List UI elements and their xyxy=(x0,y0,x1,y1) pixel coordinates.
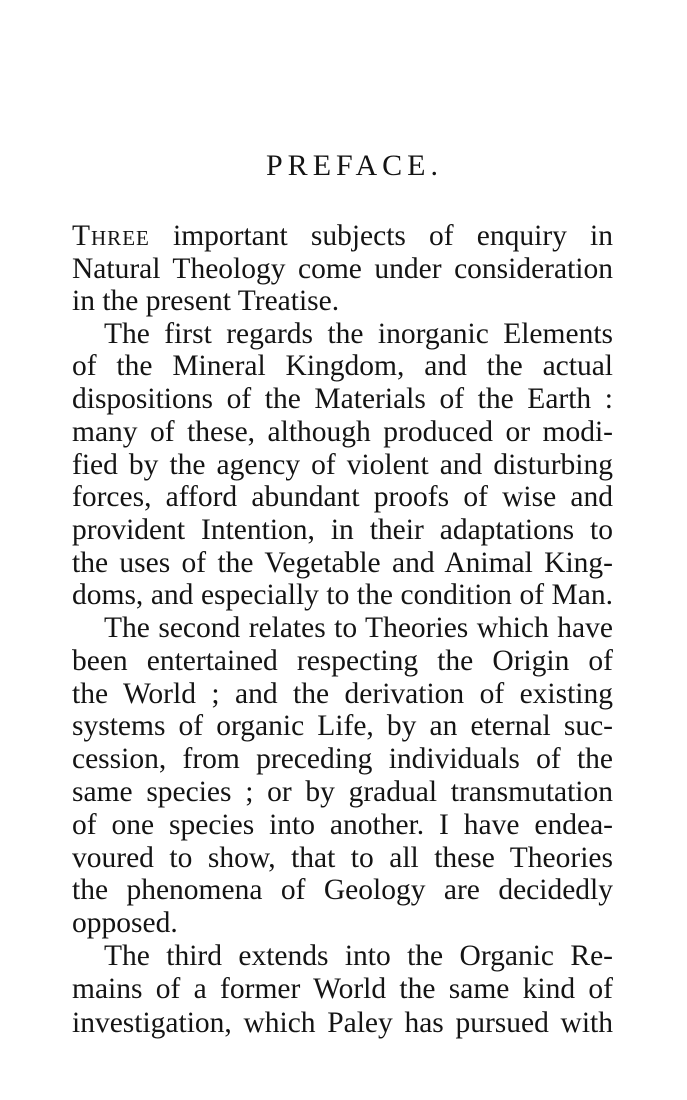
text-line: doms, and especially to the condition of Man. xyxy=(72,579,613,611)
text-line: forces, afford abundant proofs of wise and xyxy=(72,481,613,513)
text-line: Natural Theology come under consideration xyxy=(72,253,613,285)
paragraph-first-line: The second relates to Theories which have xyxy=(104,612,613,644)
text-line: opposed. xyxy=(72,907,178,939)
text-line: investigation, which Paley has pursued with xyxy=(72,1007,613,1039)
lead-word: Three xyxy=(72,220,150,252)
text-line: mains of a former World the same kind of xyxy=(72,973,613,1005)
text-line: provident Intention, in their adaptations to xyxy=(72,514,613,546)
text-line: the phenomena of Geology are decidedly xyxy=(72,874,613,906)
text-line xyxy=(72,219,613,253)
text-line: in the present Treatise. xyxy=(72,285,340,317)
text-line: dispositions of the Materials of the Earth : xyxy=(72,383,613,415)
text-line-rest: important subjects of enquiry in xyxy=(149,220,613,252)
text-line: many of these, although produced or modi- xyxy=(72,416,613,448)
text-line: same species ; or by gradual transmutation xyxy=(72,776,613,808)
text-line: been entertained respecting the Origin of xyxy=(72,645,613,677)
page-title: PREFACE. xyxy=(266,149,443,182)
text-line: voured to show, that to all these Theories xyxy=(72,842,613,874)
paragraph-first-line: The third extends into the Organic Re- xyxy=(104,940,613,972)
text-line: the uses of the Vegetable and Animal King- xyxy=(72,547,613,579)
text-line: systems of organic Life, by an eternal suc- xyxy=(72,710,613,742)
text-line: cession, from preceding individuals of the xyxy=(72,743,613,775)
paragraph-first-line: The first regards the inorganic Elements xyxy=(104,318,613,350)
text-line: of the Mineral Kingdom, and the actual xyxy=(72,350,613,382)
text-line: fied by the agency of violent and disturbing xyxy=(72,449,613,481)
text-line: of one species into another. I have endea- xyxy=(72,809,613,841)
text-line: the World ; and the derivation of existing xyxy=(72,678,613,710)
